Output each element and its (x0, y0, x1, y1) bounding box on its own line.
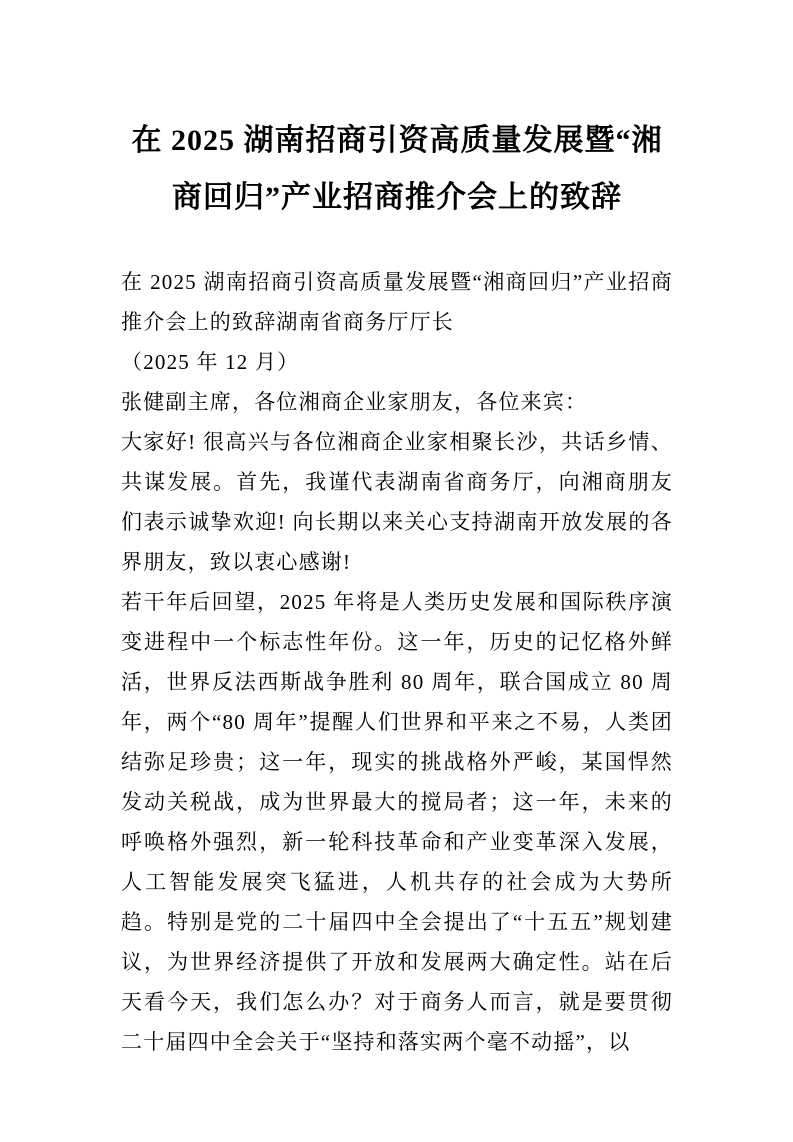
paragraph-date: （2025 年 12 月） (121, 350, 300, 374)
paragraph-subtitle: 在 2025 湖南招商引资高质量发展暨“湘商回归”产业招商推介会上的致辞湖南省商务厅厅长 (121, 270, 673, 334)
document-body (121, 262, 673, 1062)
paragraph-main: 若干年后回望，2025 年将是人类历史发展和国际秩序演变进程中一个标志性年份。这一年，历史的记忆格外鲜活，世界反法西斯战争胜利 80 周年，联合国成立 80 周年，两个“80 周年”提醒人们世界和平来之不易，人类团结弥足珍贵；这一年，现实的挑战格外严峻，某国悍然发动关税战，成为世界最大的搅局者；这一年，未来的呼唤格外强烈，新一轮科技革命和产业变革深入发展，人工智能发展突飞猛进，人机共存的社会成为大势所趋。特别是党的二十届四中全会提出了“十五五”规划建议，为世界经济提供了开放和发展两大确定性。站在后天看今天，我们怎么办？对于商务人而言，就是要贯彻二十届四中全会关于“坚持和落实两个毫不动摇”，以 (121, 590, 673, 1054)
document-title: 在 2025 湖南招商引资高质量发展暨“湘商回归”产业招商推介会上的致辞 (131, 124, 663, 214)
paragraph-greeting: 大家好! 很高兴与各位湘商企业家相聚长沙，共话乡情、共谋发展。首先，我谨代表湖南省商务厅，向湘商朋友们表示诚挚欢迎! 向长期以来关心支持湖南开放发展的各界朋友，致以衷心感谢! (121, 430, 673, 574)
paragraph-salutation: 张健副主席，各位湘商企业家朋友，各位来宾： (121, 390, 588, 414)
